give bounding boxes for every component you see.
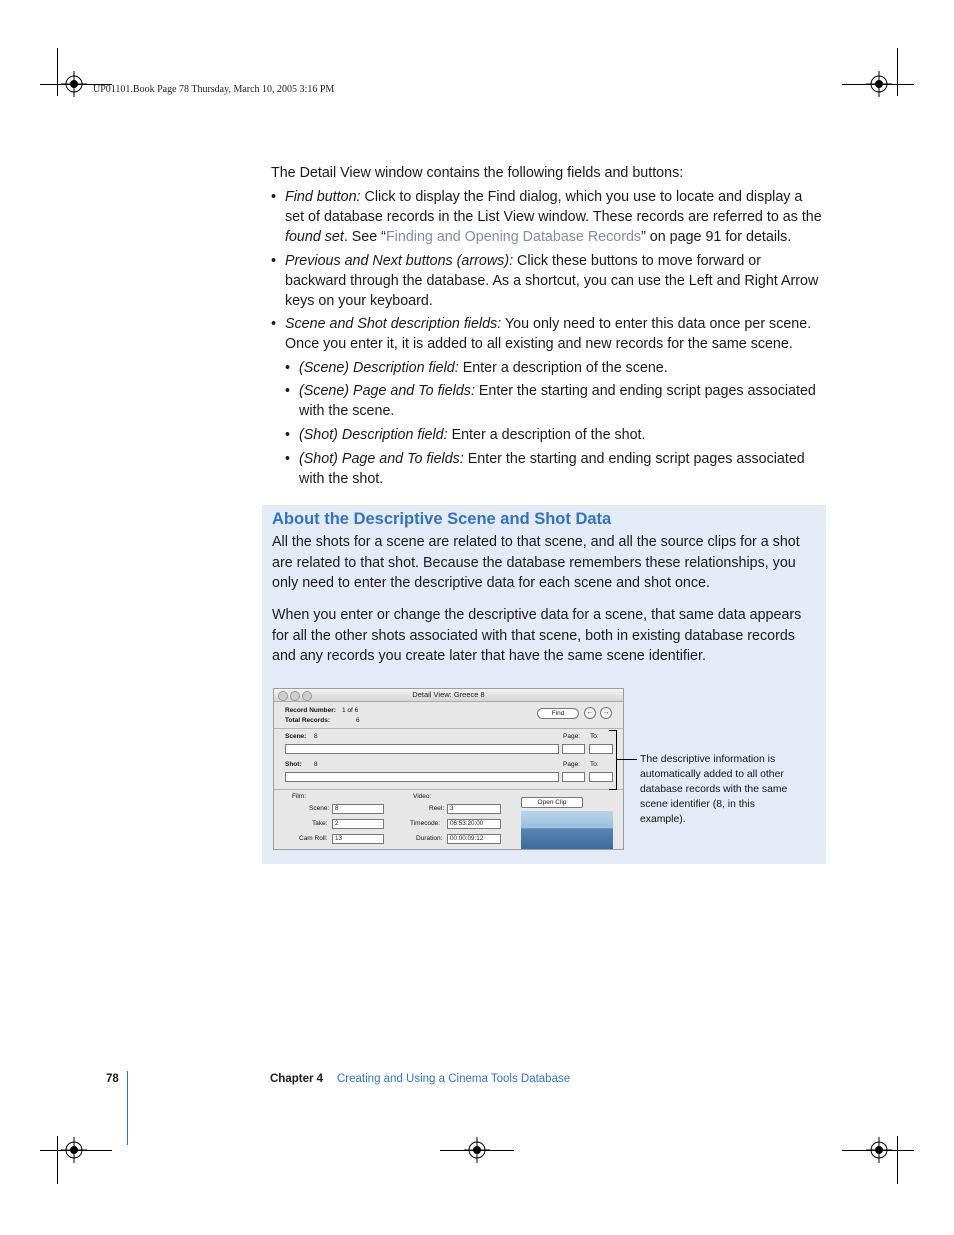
- clip-thumbnail-image: [521, 811, 613, 849]
- shot-page-label: Page:: [563, 761, 580, 768]
- callout-line: [616, 759, 637, 760]
- cross-reference-link[interactable]: Finding and Opening Database Records: [385, 229, 642, 245]
- term: (Shot) Description field:: [299, 427, 448, 443]
- divider: [274, 728, 623, 729]
- minimize-window-icon: [290, 691, 300, 701]
- reel-field[interactable]: 3: [447, 804, 501, 814]
- chapter-title: Creating and Using a Cinema Tools Database: [337, 1073, 571, 1085]
- scene-value: 8: [314, 733, 318, 740]
- zoom-window-icon: [302, 691, 312, 701]
- film-scene-label: Scene:: [309, 805, 330, 812]
- crop-mark: [57, 1136, 58, 1184]
- film-label: Film:: [292, 793, 307, 800]
- text: You only need to enter this data once per scene. Once you enter it, it is added to all existing and new records for the same scene.: [285, 316, 812, 352]
- text: . See “: [343, 229, 386, 245]
- text: Enter a description of the scene.: [458, 360, 668, 376]
- scene-page-field[interactable]: [562, 744, 585, 754]
- term: (Scene) Page and To fields:: [299, 383, 475, 399]
- total-records-value: 6: [356, 717, 360, 724]
- close-window-icon: [278, 691, 288, 701]
- scene-label: Scene:: [285, 733, 307, 740]
- sidebar-paragraph: When you enter or change the descriptive data for a scene, that same data appears for all the other shots associated with that scene, both in existing database records and any records you create later that have the same scene identifier.: [272, 607, 802, 664]
- cam-roll-label: Cam Roll:: [299, 835, 328, 842]
- list-item-prev-next: • Previous and Next buttons (arrows): Click these buttons to move forward or backward through the database. As a shortcut, you can use the Left and Right Arrow keys on your keyboard.: [271, 253, 819, 309]
- duration-label: Duration:: [416, 835, 443, 842]
- term: Scene and Shot description fields:: [285, 316, 502, 332]
- sub-list-item: • (Shot) Page and To fields: Enter the starting and ending script pages associated with the shot.: [285, 451, 805, 487]
- sub-list-item: • (Scene) Page and To fields: Enter the starting and ending script pages associated with the scene.: [285, 383, 816, 419]
- registration-mark-icon: [866, 1137, 892, 1163]
- film-scene-field[interactable]: 8: [332, 804, 384, 814]
- text: Enter the starting and ending script pages associated with the scene.: [299, 383, 816, 419]
- list-item-scene-shot: • Scene and Shot description fields: You only need to enter this data once per scene. Once you enter it, it is added to all existing and new records for the same scene.: [271, 316, 812, 352]
- duration-field[interactable]: 00:00:09:12: [447, 834, 501, 844]
- shot-label: Shot:: [285, 761, 302, 768]
- shot-value: 8: [314, 761, 318, 768]
- sidebar-paragraph: All the shots for a scene are related to that scene, and all the source clips for a shot are related to that shot. Because the database remembers these relationships, you only need to enter the descriptive data for each scene and shot once.: [272, 534, 800, 591]
- registration-mark-icon: [866, 71, 892, 97]
- callout-text: The descriptive information is automatically added to all other database records with the same scene identifier (8, in this example).: [640, 754, 788, 825]
- callout-bracket: [609, 730, 617, 790]
- window-title: Detail View: Greece 8: [412, 690, 485, 699]
- scene-page-label: Page:: [563, 733, 580, 740]
- sub-list-item: • (Scene) Description field: Enter a description of the scene.: [285, 360, 668, 376]
- shot-description-field[interactable]: [285, 772, 559, 782]
- sub-list-item: • (Shot) Description field: Enter a description of the shot.: [285, 427, 646, 443]
- next-arrow-icon[interactable]: →: [600, 707, 612, 719]
- footer-rule: [127, 1071, 128, 1145]
- record-number-label: Record Number:: [285, 707, 336, 714]
- divider: [274, 789, 623, 790]
- crop-mark: [57, 48, 58, 96]
- intro-paragraph: The Detail View window contains the following fields and buttons:: [271, 165, 684, 181]
- total-records-label: Total Records:: [285, 717, 331, 724]
- registration-mark-icon: [464, 1137, 490, 1163]
- timecode-field[interactable]: 06:53:20:00: [447, 819, 501, 829]
- video-label: Video:: [413, 793, 432, 800]
- reel-label: Reel:: [429, 805, 445, 812]
- registration-mark-icon: [61, 1137, 87, 1163]
- text: Enter a description of the shot.: [447, 427, 646, 443]
- scene-to-label: To:: [590, 733, 599, 740]
- text: Click these buttons to move forward or backward through the database. As a shortcut, you can use the Left and Right Arrow keys on your keyboard.: [285, 253, 819, 309]
- registration-mark-icon: [61, 71, 87, 97]
- open-clip-button[interactable]: Open Clip: [521, 797, 583, 808]
- take-label: Take:: [312, 820, 328, 827]
- term: found set: [285, 229, 344, 245]
- text: ” on page 91 for details.: [641, 229, 792, 245]
- crop-mark: [897, 48, 898, 96]
- cam-roll-field[interactable]: 13: [332, 834, 384, 844]
- shot-to-label: To:: [590, 761, 599, 768]
- page-number: 78: [106, 1073, 119, 1085]
- timecode-label: Timecode:: [410, 820, 441, 827]
- crop-mark: [897, 1136, 898, 1184]
- scene-description-field[interactable]: [285, 744, 559, 754]
- text: Click to display the Find dialog, which you use to locate and display a set of database records in the List View window. These records are referred to as the: [285, 189, 822, 225]
- record-number-value: 1 of 6: [342, 707, 359, 714]
- term: (Scene) Description field:: [299, 360, 459, 376]
- detail-view-window-screenshot: [273, 688, 624, 850]
- previous-arrow-icon[interactable]: ←: [584, 707, 596, 719]
- window-titlebar: [274, 689, 623, 702]
- shot-page-field[interactable]: [562, 772, 585, 782]
- term: Find button:: [285, 189, 361, 205]
- text: Enter the starting and ending script pages associated with the shot.: [299, 451, 805, 487]
- sidebar-box: [262, 505, 826, 864]
- take-field[interactable]: 2: [332, 819, 384, 829]
- chapter-label: Chapter 4: [270, 1073, 324, 1085]
- print-slug: UP01101.Book Page 78 Thursday, March 10, 2005 3:16 PM: [93, 84, 335, 95]
- term: (Shot) Page and To fields:: [299, 451, 464, 467]
- list-item-find: • Find button: Click to display the Find dialog, which you use to locate and display a set of database records in the List View window. These records are referred to as the found set. See “Finding and Opening Database Records” on page 91 for details.: [271, 189, 822, 245]
- term: Previous and Next buttons (arrows):: [285, 253, 514, 269]
- find-button[interactable]: Find: [537, 708, 579, 719]
- sidebar-heading: About the Descriptive Scene and Shot Data: [272, 510, 612, 528]
